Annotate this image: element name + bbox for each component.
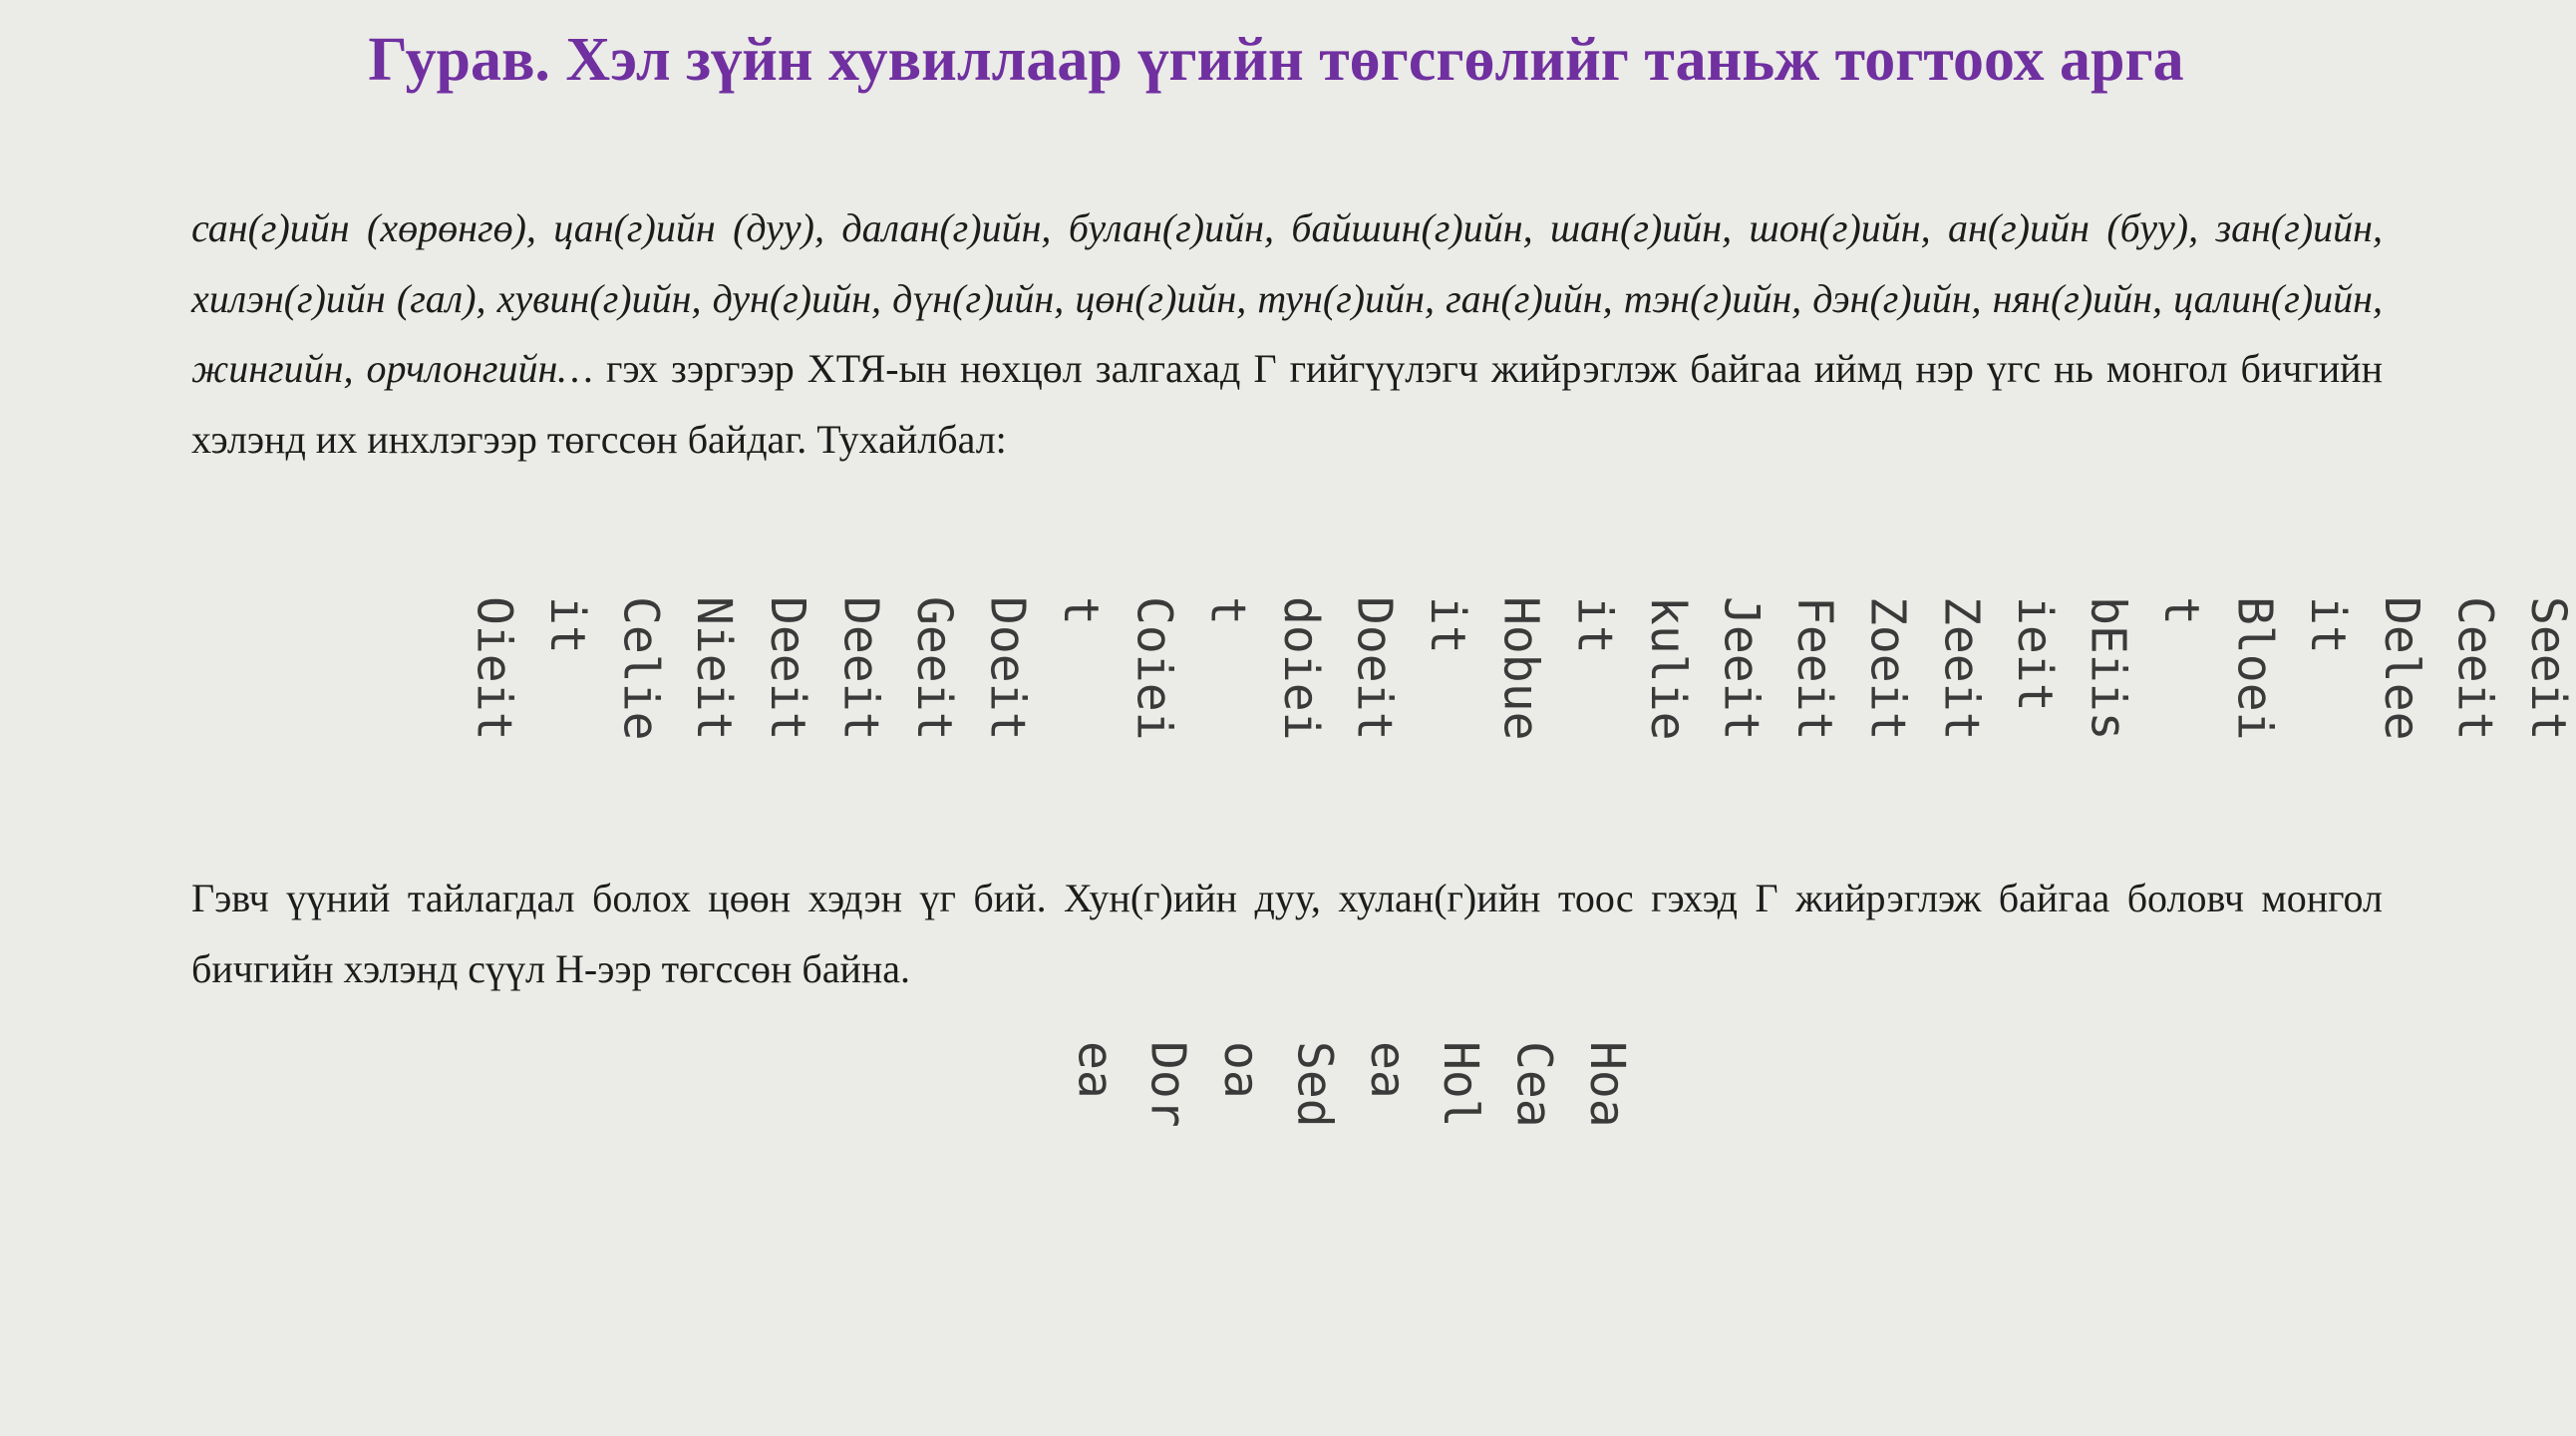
mongolian-script-word: kulie: [1639, 596, 1696, 741]
mongolian-script-word: t: [1053, 596, 1110, 625]
mongolian-script-word: bEiis: [2080, 596, 2136, 741]
mongolian-script-word: it: [2300, 596, 2357, 654]
paragraph-exception: Гэвч үүний тайлагдал болох цөөн хэдэн үг бий. Хун(г)ийн дуу, хулан(г)ийн тоос гэхэд Г жийрэглэж байгаа боловч монгол бичгийн хэлэнд сүүл Н-ээр төгссөн байна.: [191, 876, 2383, 991]
paragraph-intro-text: гэх зэргээр ХТЯ-ын нөхцөл залгахад Г гийгүүлэгч жийрэглэж байгаа иймд нэр үгс нь монгол бичгийн хэлэнд их инхлэгээр төгссөн байдаг. Тухайлбал:: [191, 346, 2383, 462]
mongolian-script-word: t: [1199, 596, 1256, 625]
mongolian-script-word: ieit: [2006, 596, 2063, 712]
mongolian-script-word: Hol: [1433, 1041, 1489, 1128]
mongolian-script-word: oa: [1213, 1041, 1270, 1099]
mongolian-script-word: Zoeit: [1859, 596, 1916, 741]
mongolian-script-row-1: [439, 596, 2576, 741]
mongolian-script-word: ea: [1359, 1041, 1416, 1099]
mongolian-script-word: it: [1566, 596, 1623, 654]
mongolian-script-word: Deeit: [759, 596, 815, 741]
mongolian-script-word: Sed: [1286, 1041, 1343, 1128]
mongolian-script-word: Hobue: [1492, 596, 1549, 741]
mongolian-script-word: Jeeit: [1713, 596, 1770, 741]
mongolian-script-word: it: [1420, 596, 1476, 654]
mongolian-script-word: Nieit: [686, 596, 743, 741]
mongolian-script-word: Delee: [2373, 596, 2429, 741]
italic-word-list: сан(г)ийн (хөрөнгө), цан(г)ийн (дуу), далан(г)ийн, булан(г)ийн, байшин(г)ийн, шан(г)ийн, шон(г)ийн, ан(г)ийн (буу), зан(г)ийн, хилэн(г)ийн (гал), хувин(г)ийн, дун(г)ийн, дүн(г)ийн, цөн(г)ийн, тун(г)ийн, ган(г)ийн, тэн(г)ийн, дэн(г)ийн, нян(г)ийн, цалин(г)ийн, жингийн, орчлонгийн…: [191, 205, 2383, 391]
mongolian-script-word: Celie: [612, 596, 669, 741]
mongolian-script-word: t: [2153, 596, 2210, 625]
mongolian-script-word: Seeit: [2520, 596, 2576, 741]
mongolian-script-word: it: [538, 596, 595, 654]
mongolian-script-word: Doeit: [979, 596, 1036, 741]
mongolian-script-word: Zeeit: [1933, 596, 1990, 741]
mongolian-script-word: Geeit: [905, 596, 962, 741]
mongolian-script-word: Bloei: [2226, 596, 2283, 741]
mongolian-script-word: ea: [1067, 1041, 1124, 1099]
mongolian-script-word: Dor: [1139, 1041, 1196, 1128]
mongolian-script-word: doiei: [1272, 596, 1329, 741]
mongolian-script-word: Ceeit: [2446, 596, 2503, 741]
paragraph-intro: [191, 193, 2383, 475]
mongolian-script-word: Cea: [1505, 1041, 1562, 1128]
mongolian-script-row-2: [1040, 1041, 1635, 1128]
mongolian-script-word: Deeit: [832, 596, 889, 741]
mongolian-script-word: Oieit: [466, 596, 522, 741]
mongolian-script-word: Coiei: [1126, 596, 1182, 741]
slide-title: Гурав. Хэл зүйн хувиллаар үгийн төгсгөлийг таньж тогтоох арга: [368, 26, 2184, 94]
mongolian-script-word: Feeit: [1786, 596, 1843, 741]
mongolian-script-word: Hoa: [1579, 1041, 1635, 1128]
mongolian-script-word: Doeit: [1346, 596, 1403, 741]
